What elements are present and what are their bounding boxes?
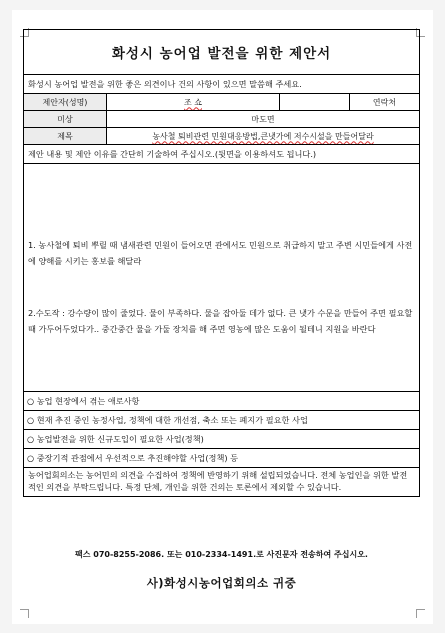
proposal-paragraph-1: 1. 농사철에 퇴비 뿌릴 때 냄새관련 민원이 들어오면 관에서도 민원으로 취급하지 말고 주변 시민들에게 사전에 양해를 시키는 홍보를 해달라 [28,240,413,266]
crop-mark-bottom-right [416,609,425,618]
proposer-name-field[interactable] [106,94,279,110]
subject-label: 제목 [24,128,106,144]
subject-row [24,127,419,144]
proposal-form [23,29,420,497]
form-footer-note: 농어업회의소는 농어민의 의견을 수집하여 정책에 반영하기 위해 설립되었습니다. 전체 농업인을 위한 발전적인 의견을 부탁드립니다. 특정 단체, 개인을 위한 건의는 토론에서 제외할 수 있습니다. [24,467,419,496]
proposer-row [24,93,419,110]
instruction-text: 제안 내용 및 제안 이유를 간단히 기술하여 주십시오.(뒷면을 이용하셔도 됩니다.) [24,144,419,163]
crop-mark-bottom-left [20,609,29,618]
proposer-name-value: 조 쇼 [184,97,202,107]
option-item-3: ○ 농업발전을 위한 신규도입이 필요한 사업(정책) [24,429,419,448]
proposal-paragraph-2: 2.수도작 : 강수량이 많이 줄었다. 물이 부족하다. 물을 잡아둘 데가 없다. 큰 냇가 수문을 만들어 주면 필요할 때 가두어두었다가.. 중간중간 물을 가둘 장치를 해 주면 영농에 많은 도움이 될테니 지원을 바란다 [28,308,413,334]
area-field[interactable]: 마도면 [106,111,419,127]
option-item-4: ○ 중장기적 관점에서 우선적으로 추진해야할 사업(정책) 등 [24,448,419,467]
subject-field[interactable] [106,128,419,144]
proposal-body-area[interactable] [24,163,419,391]
proposer-label: 제안자(성명) [24,94,106,110]
recipient-signature: 사)화성시농어업회의소 귀중 [146,576,297,590]
contact-label-cell [279,94,349,110]
fax-instruction: 팩스 070-8255-2086. 또는 010-2334-1491.로 사진문자 전송하여 주십시오. [75,550,368,559]
area-label: 미상 [24,111,106,127]
option-item-1: ○ 농업 현장에서 겪는 애로사항 [24,391,419,410]
area-row [24,110,419,127]
contact-label: 연락처 [349,94,419,110]
subject-value: 농사철 퇴비관련 민원대응방법,큰냇가에 저수시설을 만들어달라 [152,131,374,141]
option-item-2: ○ 현재 추진 중인 농정사업, 정책에 대한 개선점, 축소 또는 폐지가 필요한 사업 [24,410,419,429]
form-intro: 화성시 농어업 발전을 위한 좋은 의견이나 건의 사항이 있으면 말씀해 주세요. [24,74,419,93]
form-title: 화성시 농어업 발전을 위한 제안서 [111,46,332,62]
